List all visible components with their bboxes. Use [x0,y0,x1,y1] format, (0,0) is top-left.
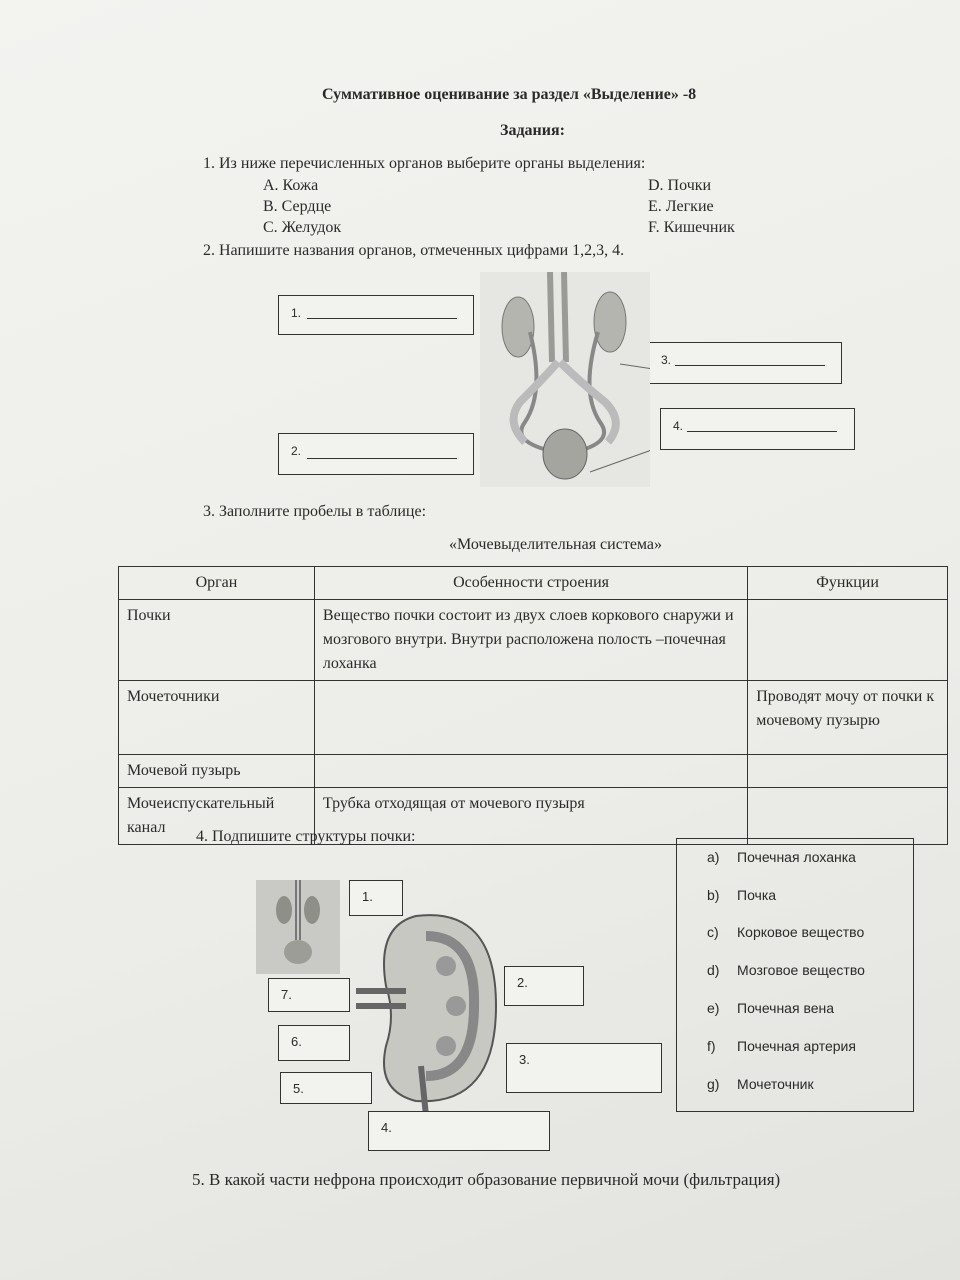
organ-cell: Почки [119,600,315,681]
list-item [707,1000,834,1016]
option-a: A. Кожа [263,177,319,194]
table-row [119,755,948,788]
item-letter: b) [707,887,720,903]
option-d: D. Почки [648,177,712,194]
item-text: Мочеточник [737,1076,814,1092]
kidney-box-5[interactable] [280,1072,372,1104]
function-cell[interactable] [748,788,948,845]
page-title: Суммативное оценивание за раздел «Выделение» -8 [322,86,697,103]
option-e: E. Легкие [648,198,714,215]
option-c: C. Желудок [263,219,342,236]
question-1-text: 1. Из ниже перечисленных органов выберите органы выделения: [203,155,646,172]
function-cell[interactable] [748,600,948,681]
item-text: Корковое вещество [737,924,865,940]
answer-box-3[interactable] [648,342,842,384]
kidney-box-6[interactable] [278,1025,350,1061]
kidney-box-label: 4. [381,1120,392,1135]
item-letter: g) [707,1076,720,1092]
kidney-box-label: 1. [362,889,373,904]
kidney-answer-list [676,838,914,1112]
item-letter: a) [707,849,720,865]
kidney-box-1[interactable] [349,880,403,916]
item-letter: d) [707,962,720,978]
list-item [707,1038,856,1054]
kidney-box-7[interactable] [268,978,350,1012]
list-item [707,1076,814,1092]
item-text: Почка [737,887,777,903]
item-letter: f) [707,1038,716,1054]
kidney-box-label: 7. [281,987,292,1002]
answer-box-2[interactable] [278,433,474,475]
urinary-system-illustration [480,272,650,487]
urinary-system-table [118,566,948,845]
item-text: Почечная лоханка [737,849,856,865]
organ-cell: Мочеиспускательный канал [119,788,315,845]
answer-box-1[interactable] [278,295,474,335]
answer-box-label: 2. [291,444,302,458]
question-3-text: 3. Заполните пробелы в таблице: [203,503,427,520]
question-4-text: 4. Подпишите структуры почки: [196,828,416,845]
list-item [707,962,865,978]
organ-cell: Мочеточники [119,681,315,755]
header-structure: Особенности строения [314,567,747,600]
option-b: B. Сердце [263,198,332,215]
tasks-heading: Задания: [500,122,565,139]
table-row [119,600,948,681]
kidney-box-4[interactable] [368,1111,550,1151]
table-row [119,681,948,755]
function-cell: Проводят мочу от почки к мочевому пузырю [748,681,948,755]
answer-box-label: 1. [291,306,302,320]
kidney-box-label: 2. [517,975,528,990]
item-text: Почечная вена [737,1000,835,1016]
header-functions: Функции [748,567,948,600]
header-organ: Орган [119,567,315,600]
question-2-text: 2. Напишите названия органов, отмеченных цифрами 1,2,3, 4. [203,242,625,259]
structure-cell[interactable] [314,755,747,788]
structure-cell: Вещество почки состоит из двух слоев коркового снаружи и мозгового внутри. Внутри расположена полость –почечная лоханка [314,600,747,681]
answer-box-label: 3. [661,353,672,367]
function-cell[interactable] [748,755,948,788]
kidney-box-2[interactable] [504,966,584,1006]
answer-box-4[interactable] [660,408,855,450]
kidney-section-illustration [356,906,506,1116]
item-text: Почечная артерия [737,1038,856,1054]
option-f: F. Кишечник [648,219,735,236]
table-header-row [119,567,948,600]
structure-cell[interactable] [314,681,747,755]
list-item [707,887,776,903]
body-thumbnail-illustration [256,880,340,974]
kidney-box-label: 3. [519,1052,530,1067]
item-letter: c) [707,924,719,940]
list-item [707,924,864,940]
question-5-text: 5. В какой части нефрона происходит образование первичной мочи (фильтрация) [192,1170,781,1189]
kidney-box-3[interactable] [506,1043,662,1093]
table-title: «Мочевыделительная система» [449,536,663,553]
list-item [707,849,856,865]
kidney-box-label: 6. [291,1034,302,1049]
item-letter: e) [707,1000,720,1016]
organ-cell: Мочевой пузырь [119,755,315,788]
structure-cell: Трубка отходящая от мочевого пузыря [314,788,747,845]
answer-box-label: 4. [673,419,684,433]
kidney-box-label: 5. [293,1081,304,1096]
item-text: Мозговое вещество [737,962,865,978]
